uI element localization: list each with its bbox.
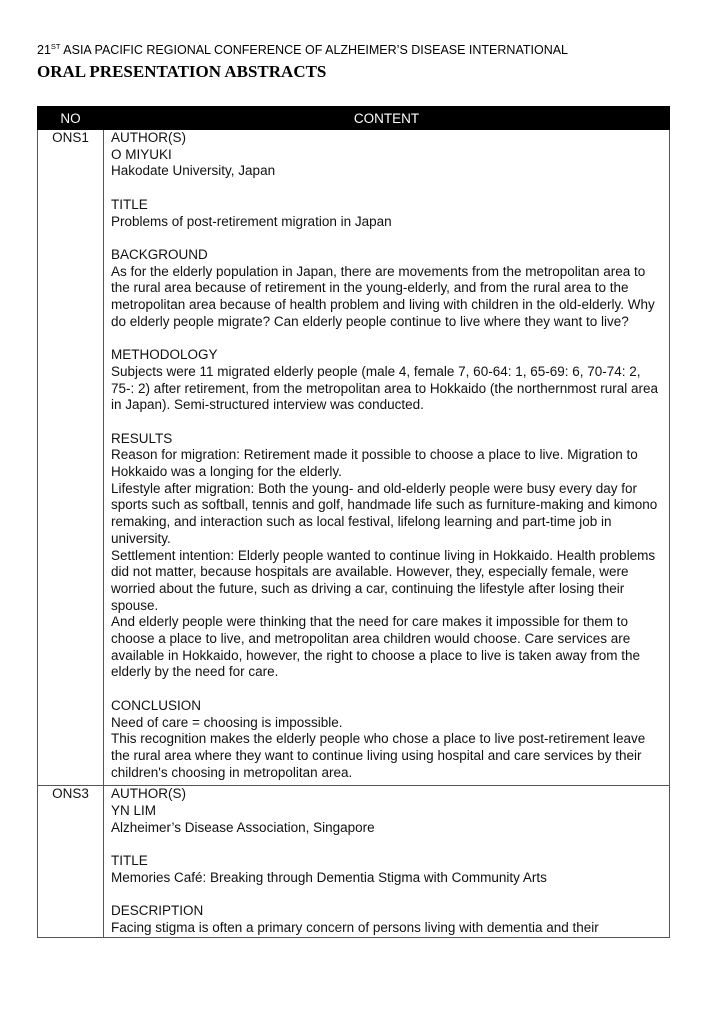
methodology-heading: METHODOLOGY [111,347,218,363]
background-section [111,247,666,331]
conclusion-heading: CONCLUSION [111,697,202,713]
conference-title: 21ST ASIA PACIFIC REGIONAL CONFERENCE OF ALZHEIMER’S DISEASE INTERNATIONAL [37,42,569,57]
background-heading: BACKGROUND [111,246,208,262]
author-name: YN LIM [111,803,157,819]
results-paragraph: And elderly people were thinking that the need for care makes it impossible for them to choose a place to live, and metropolitan area children would choose. Care services are available in Hokkaido, however, the right to choose a place to live is taken away from the elderly by the need for care. [111,614,641,680]
methodology-text: Subjects were 11 migrated elderly people (male 4, female 7, 60-64: 1, 65-69: 6, 70-74: 2, 75-: 2) after retirement, from the metropolitan area to Hokkaido (the northernmost rural area in Japan). Semi-structured interview was conducted. [111,363,659,413]
description-heading: DESCRIPTION [111,903,204,919]
author-name: O MIYUKI [111,146,172,162]
entry-number: ONS1 [38,130,104,786]
author-affiliation: Alzheimer’s Disease Association, Singapore [111,819,375,835]
abstract-title: Memories Café: Breaking through Dementia Stigma with Community Arts [111,869,547,885]
results-paragraph: Lifestyle after migration: Both the young- and old-elderly people were busy every day for sports such as softball, tennis and golf, handmade life such as furniture-making and kimono remaking, and interaction such as local festival, lifelong learning and part-time job in university. [111,480,658,546]
results-section [111,431,666,682]
abstract-title: Problems of post-retirement migration in Japan [111,213,392,229]
entry-content [104,786,670,937]
author-section [111,786,666,836]
column-header-content: CONTENT [104,107,670,130]
table-row [38,130,670,786]
background-text: As for the elderly population in Japan, there are movements from the metropolitan area to the rural area because of retirement in the young-elderly, and from the rural area to the metropolitan area because of health problem and living with children in the old-elderly. Why do elderly people migrate? Can elderly people continue to live where they want to live? [111,263,655,329]
conclusion-section [111,698,666,782]
column-header-no: NO [38,107,104,130]
results-paragraph: Settlement intention: Elderly people wanted to continue living in Hokkaido. Health problems did not matter, because hospitals are available. However, they, especially female, were worried about the future, such as driving a car, continuing the lifestyle after losing their spouse. [111,547,656,613]
results-paragraph: Reason for migration: Retirement made it possible to choose a place to live. Migration to Hokkaido was a longing for the elderly. [111,447,638,479]
description-section [111,903,666,936]
table-header-row [38,107,670,130]
table-row [38,786,670,937]
author-affiliation: Hakodate University, Japan [111,163,276,179]
title-section [111,197,666,230]
title-heading: TITLE [111,196,148,212]
description-text: Facing stigma is often a primary concern of persons living with dementia and their [111,919,599,935]
conclusion-paragraph: This recognition makes the elderly people who chose a place to live post-retirement leave the rural area where they want to continue living using hospital and care services by their children's choosing in metropolitan area. [111,731,646,780]
abstracts-table [37,106,670,938]
title-heading: TITLE [111,853,148,869]
author-heading: AUTHOR(S) [111,130,186,145]
author-section [111,130,666,180]
entry-number: ONS3 [38,786,104,937]
title-section [111,853,666,886]
author-heading: AUTHOR(S) [111,786,186,802]
conclusion-paragraph: Need of care = choosing is impossible. [111,714,343,730]
page-subtitle: ORAL PRESENTATION ABSTRACTS [37,62,327,81]
entry-content [104,130,670,786]
results-heading: RESULTS [111,430,173,446]
methodology-section [111,347,666,414]
